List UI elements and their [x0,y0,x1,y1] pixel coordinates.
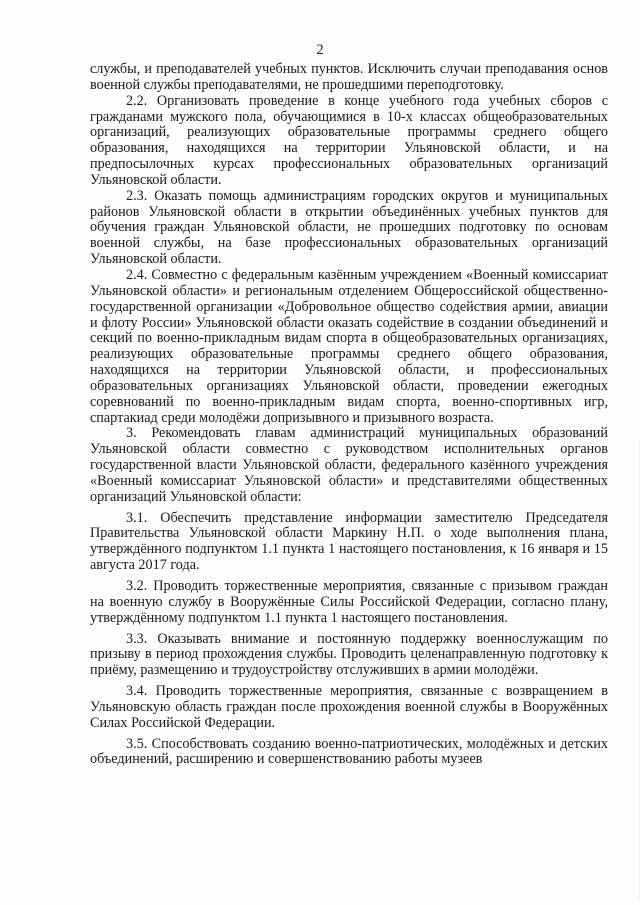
paragraph-continuation: службы, и преподавателей учебных пунктов. Исключить случаи преподавания основ военной службы преподавателями, не прошедшими переподготовку. [90,61,608,93]
paragraph-2-3: 2.3. Оказать помощь администрациям городских округов и муниципальных районов Ульяновской области в открытии объединённых учебных пунктов для обучения граждан Ульяновской области, не прошедших подготовку по основам военной службы, на базе профессиональных образовательных организаций Ульяновской области. [90,187,608,268]
document-body [90,62,608,768]
paragraph-3-5: 3.5. Способствовать созданию военно-патриотических, молодёжных и детских объединений, расширению и совершенствованию работы музеев [90,735,608,768]
paragraph-3-2: 3.2. Проводить торжественные мероприятия, связанные с призывом граждан на военную службу в Вооружённые Силы Российской Федерации, согласно плану, утверждённому подпунктом 1.1 пункта 1 настоящего постановления. [90,578,608,626]
paragraph-3-1: 3.1. Обеспечить представление информации заместителю Председателя Правительства Ульяновской области Маркину Н.П. о ходе выполнения плана, утверждённого подпунктом 1.1 пункта 1 настоящего постановления, к 16 января и 15 августа 2017 года. [90,509,608,574]
paragraph-2-2: 2.2. Организовать проведение в конце учебного года учебных сборов с гражданами мужского пола, обучающимися в 10-х классах общеобразовательных организаций, реализующих образовательные программы среднего общего образования, находящихся на территории Ульяновской области, и на предпосылочных курсах профессиональных образовательных организаций Ульяновской области. [90,92,608,188]
paragraph-3-3: 3.3. Оказывать внимание и постоянную поддержку военнослужащим по призыву в период прохождения службы. Проводить целенаправленную подготовку к приёму, размещению и трудоустройству отслуживших в армии молодёжи. [90,630,608,679]
paragraph-3: 3. Рекомендовать главам администраций муниципальных образований Ульяновской области совместно с руководством исполнительных органов государственной власти Ульяновской области, федерального казённого учреждения «Военный комиссариат Ульяновской области» и представителями общественных организаций Ульяновской области: [90,425,608,505]
paragraph-2-4: 2.4. Совместно с федеральным казённым учреждением «Военный комиссариат Ульяновской области» и региональным отделением Общероссийской общественно-государственной организации «Добровольное общество содействия армии, авиации и флоту России» Ульяновской области оказать содействие в создании объединений и секций по военно-прикладным видам спорта в общеобразовательных организациях, реализующих образовательные программы среднего общего образования, находящихся на территории Ульяновской области, и профессиональных образовательных организациях Ульяновской области, проведении ежегодных соревнований по военно-прикладным видам спорта, военно-спортивных игр, спартакиад среди молодёжи допризывного и призывного возраста. [90,266,608,426]
paragraph-3-4: 3.4. Проводить торжественные мероприятия, связанные с возвращением в Ульяновскую область граждан после прохождения военной службы в Вооружённых Силах Российской Федерации. [90,683,608,731]
page-number: 2 [316,42,324,58]
